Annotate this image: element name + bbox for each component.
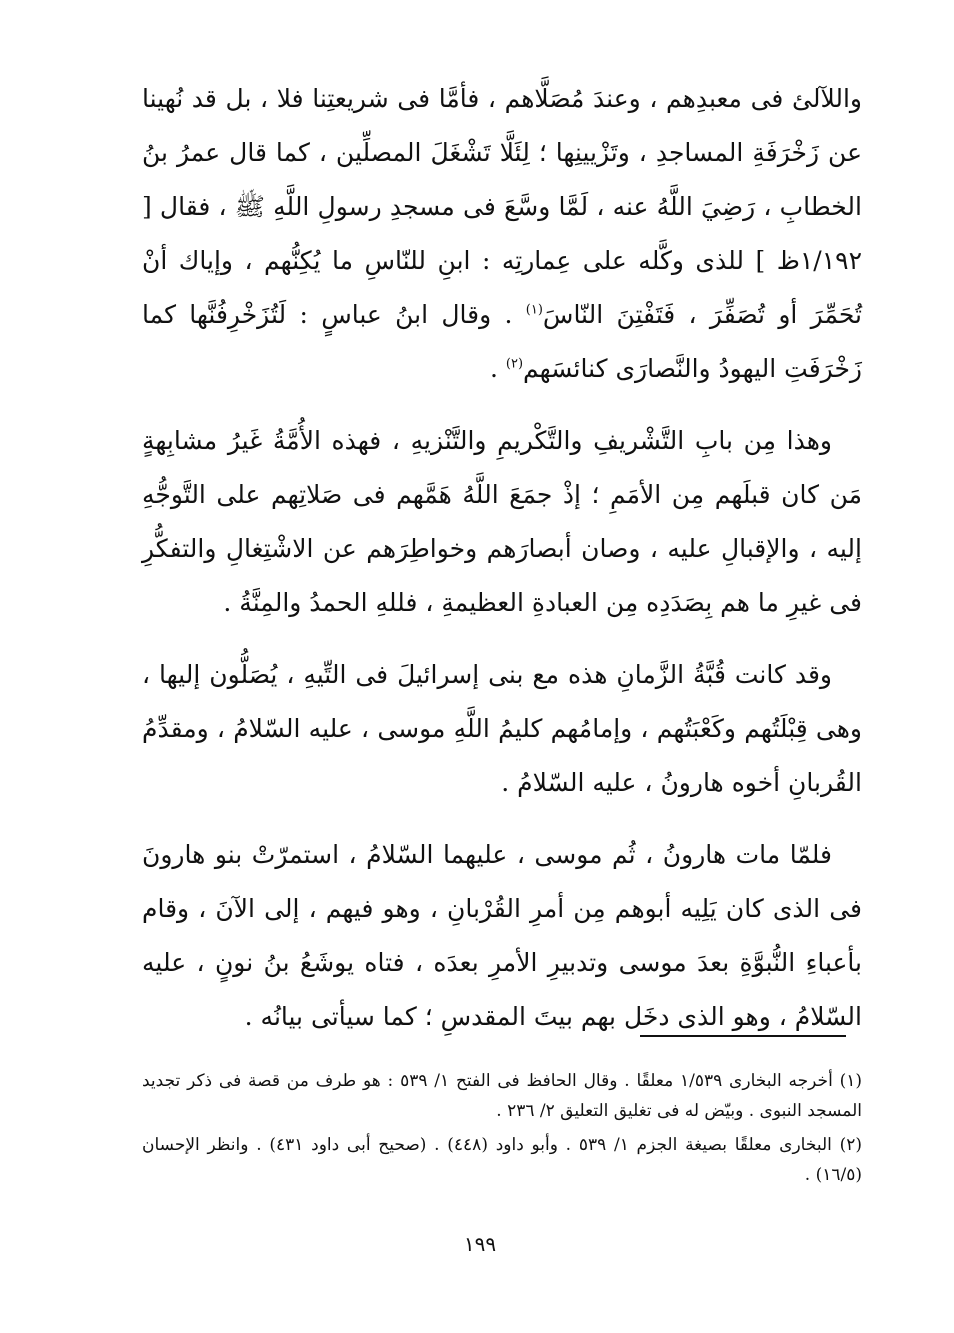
paragraph-1-text-cont: . وقال ابنُ عباسٍ : لَتُزَخْرِفُنَّها كما زَخْرَفَتِ اليهودُ والنَّصارَى كنائسَهم <box>142 300 862 383</box>
page-number: ١٩٩ <box>463 1232 497 1256</box>
paragraph-3-text: وقد كانت قُبَّةُ الزَّمانِ هذه مع بنى إسرائيلَ فى التِّيهِ ، يُصَلُّون إليها ، وهى قِبْلَتُهم وكَعْبَتُهم ، وإمامُهم كليمُ اللَّهِ موسى ، عليه السّلامُ ، ومقدِّمُ القُربانِ أخوه هارونُ ، عليه السّلامُ . <box>142 660 862 797</box>
footnotes <box>142 1066 862 1194</box>
main-text <box>142 72 862 1044</box>
footnote-ref-2: (٢) <box>505 356 524 372</box>
footnote-divider <box>640 1035 846 1037</box>
paragraph-4-text: فلمّا مات هارونُ ، ثُم موسى ، عليهما السّلامُ ، استمرّتْ بنو هارونَ فى الذى كان يَلِيه أبوهم مِن أمرِ القُرْبانِ ، وهو فيهم ، إلى الآنَ ، وقام بأعباءِ النُّبوَّةِ بعدَ موسى وتدبيرِ الأمرِ بعدَه ، فتاه يوشَعُ بنُ نونٍ ، عليه السّلامُ ، وهو الذى دخَل بهم بيتَ المقدسِ ؛ كما سيأتى بيانُه . <box>142 840 862 1031</box>
footnote-2: (٢) البخارى معلقًا بصيغة الجزم ١/ ٥٣٩ . وأبو داود (٤٤٨) . (صحيح أبى داود ٤٣١) . وانظر الإحسان (١٦/٥) . <box>142 1135 863 1185</box>
footnote-1: (١) أخرجه البخارى ١/٥٣٩ معلقًا . وقال الحافظ فى الفتح ١/ ٥٣٩ : هو طرف من قصة فى ذكر تجديد المسجد النبوى . وبيّض له فى تغليق التعليق ٢/ ٢٣٦ . <box>142 1071 863 1121</box>
paragraph-2 <box>142 414 862 630</box>
paragraph-1-text-end: . <box>490 354 498 383</box>
paragraph-4 <box>142 828 862 1044</box>
footnote-ref-1: (١) <box>525 302 543 318</box>
paragraph-3 <box>142 648 862 810</box>
paragraph-2-text: وهذا مِن بابِ التَّشْريفِ والتَّكْريمِ والتَّنْزيهِ ، فهذه الأُمَّةُ غَيرُ مشابِهةٍ مَن كان قبلَهم مِن الأمَمِ ؛ إذْ جمَعَ اللَّهُ هَمَّهم فى صَلاتِهم على التَّوجُّهِ إليه ، والإقبالِ عليه ، وصان أبصارَهم وخواطِرَهم عن الاشْتِغالِ والتفكُّرِ فى غيرِ ما هم بِصَدَدِه مِن العبادةِ العظيمةِ ، فللهِ الحمدُ والمِنَّةُ . <box>142 426 862 617</box>
paragraph-1 <box>142 72 862 396</box>
paragraph-1-text: واللآلئ فى معبدِهم ، وعندَ مُصَلَّاهم ، فأمَّا فى شريعتِنا فلا ، بل قد نُهينا عن زَخْرَفَةِ المساجدِ ، وتَزْيينِها ؛ لِئَلَّا تَشْغَلَ المصلِّين ، كما قال عمرُ بنُ الخطابِ ، رَضِيَ اللَّهُ عنه ، لَمَّا وسَّعَ فى مسجدِ رسولِ اللَّهِ ﷺ ، فقال [ ١/١٩٢ظ ] للذى وكَّله على عِمارتِه : ابنِ للنّاسِ ما يُكِنُّهم ، وإياك أنْ تُحَمِّرَ أو تُصَفِّرَ ، فَتَفْتِنَ النّاسَ <box>142 84 862 329</box>
